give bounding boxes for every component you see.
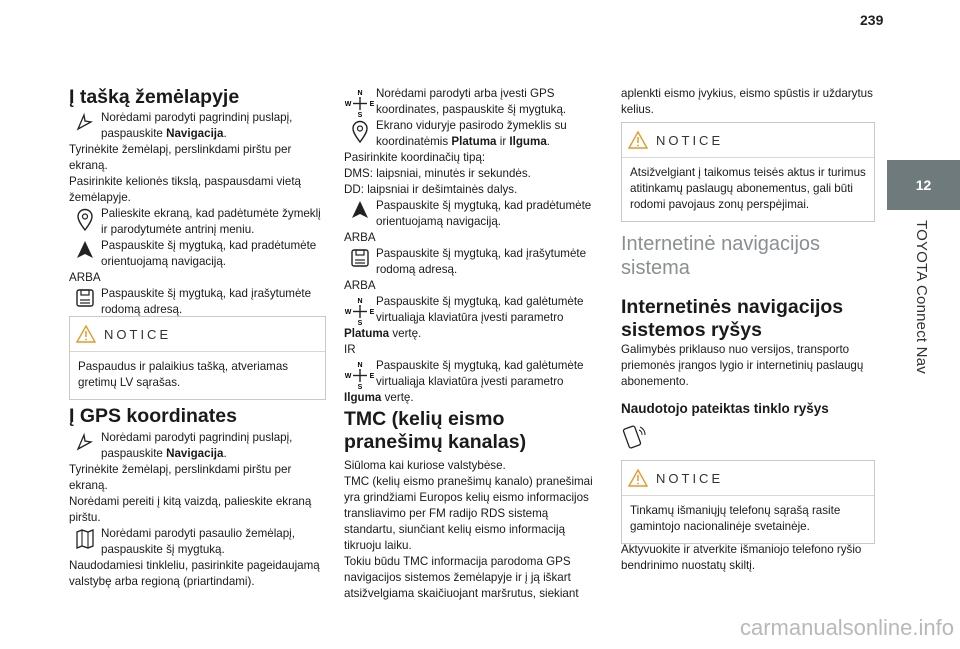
svg-text:S: S — [357, 112, 363, 118]
paragraph: Tyrinėkite žemėlapį, perslinkdami pirštu per ekraną. — [69, 143, 292, 172]
section-heading-gps: Į GPS koordinates — [69, 405, 237, 427]
notice-title: NOTICE — [656, 470, 724, 486]
notice-box-danger-zones — [621, 122, 875, 222]
instruction-gps-coordinates: N S W E Norėdami parodyti arba įvesti GPS koordinates, paspauskite šį mygtuką. — [345, 87, 567, 118]
chapter-tab[interactable]: 12 — [887, 160, 960, 210]
compass-icon — [344, 86, 376, 120]
instruction-start-guidance: Paspauskite šį mygtuką, kad pradėtumėte orientuojamą navigaciją. — [344, 198, 600, 232]
paragraph: DD: laipsniai ir dešimtainės dalys. — [344, 183, 518, 196]
section-heading-tmc: TMC (kelių eismo pranešimų kanalas) — [344, 408, 527, 454]
save-icon — [69, 286, 101, 320]
navigation-icon — [69, 430, 101, 464]
page-number: 239 — [860, 12, 884, 28]
location-pin-icon — [344, 118, 376, 152]
svg-text:S: S — [357, 320, 363, 326]
instruction-marker-coordinates: Ekrano viduryje pasirodo žymeklis su koordinatėmis Platuma ir Ilguma. — [344, 118, 600, 152]
chapter-section-title: Internetinė navigacijos sistema — [621, 233, 821, 279]
svg-text:N: N — [357, 362, 363, 369]
paragraph: TMC (kelių eismo pranešimų kanalo) pranešimai yra grindžiami Europos kelių eismo informacijos transliavimo per FM radijo RDS sistemą standartu, siunčiant kelių eismo informaciją tikruoju laiku. — [344, 475, 593, 552]
svg-text:W: W — [345, 373, 352, 380]
notice-text: Tinkamų išmaniųjų telefonų sąrašą rasite gamintojo nacionalinėje svetainėje. — [630, 504, 841, 533]
paragraph: Pasirinkite koordinačių tipą: — [344, 151, 486, 164]
compass-icon — [344, 358, 376, 392]
notice-box-compatible-phones — [621, 460, 875, 544]
instruction-navigation-home-2: Norėdami parodyti pagrindinį puslapį, paspauskite Navigacija. — [69, 430, 326, 464]
svg-text:E: E — [369, 373, 375, 380]
or-label: ARBA — [69, 271, 101, 284]
svg-text:E: E — [369, 309, 375, 316]
subheading-user-network: Naudotojo pateiktas tinklo ryšys — [621, 401, 829, 416]
paragraph: Tokiu būdu TMC informacija parodoma GPS navigacijos sistemos žemėlapyje ir į ją iškart atsižvelgiama skaičiuojant maršrutus, siekiant — [344, 555, 579, 600]
svg-text:N: N — [357, 298, 363, 305]
compass-icon — [344, 294, 376, 328]
svg-text:W: W — [345, 101, 352, 108]
smartphone-icon — [621, 424, 877, 450]
start-guidance-icon — [344, 198, 376, 232]
chapter-title: TOYOTA Connect Nav — [913, 220, 930, 374]
svg-text:S: S — [357, 384, 363, 390]
instruction-latitude: N S W E Paspauskite šį mygtuką, kad galėtumėte virtualiąja klaviatūra įvesti parametro — [345, 295, 584, 326]
save-icon — [344, 246, 376, 280]
start-guidance-icon — [69, 238, 101, 272]
navigation-icon — [69, 110, 101, 144]
paragraph: Naudodamiesi tinkleliu, pasirinkite pageidaujamą valstybę arba regioną (priartindami). — [69, 559, 320, 588]
notice-title: NOTICE — [656, 132, 724, 148]
notice-text: Atsižvelgiant į taikomus teisės aktus ir turimus atitinkamų paslaugų abonementus, gali būti rodomi pavojaus zonų perspėjimai. — [630, 166, 866, 211]
warning-icon — [628, 469, 648, 487]
instruction-place-marker: Palieskite ekraną, kad padėtumėte žymeklį ir parodytumėte antrinį meniu. — [69, 206, 326, 240]
instruction-longitude: N S W E Paspauskite šį mygtuką, kad galėtumėte virtualiąja klaviatūra įvesti parametro — [345, 359, 584, 390]
instruction-world-map: Norėdami parodyti pasaulio žemėlapį, paspauskite šį mygtuką. — [69, 526, 326, 560]
location-pin-icon — [69, 206, 101, 240]
section-heading-map-point: Į tašką žemėlapyje — [69, 86, 240, 108]
world-map-icon — [69, 526, 101, 560]
and-label: IR — [344, 343, 356, 356]
or-label: ARBA — [344, 231, 376, 244]
paragraph: Aktyvuokite ir atverkite išmaniojo telefono ryšio bendrinimo nuostatų skiltį. — [621, 543, 862, 572]
instruction-start-guidance: Paspauskite šį mygtuką, kad pradėtumėte orientuojamą navigaciją. — [69, 238, 326, 272]
chapter-sidebar — [887, 0, 960, 649]
notice-title: NOTICE — [104, 326, 172, 342]
svg-text:W: W — [345, 309, 352, 316]
paragraph: Tyrinėkite žemėlapį, perslinkdami pirštu per ekraną. — [69, 463, 292, 492]
watermark: carmanualsonline.info — [739, 615, 954, 640]
svg-text:N: N — [357, 90, 363, 97]
paragraph: Norėdami pereiti į kitą vaizdą, palieskite ekraną pirštu. — [69, 495, 312, 524]
paragraph: DMS: laipsniai, minutės ir sekundės. — [344, 167, 531, 180]
instruction-save-address: Paspauskite šį mygtuką, kad įrašytumėte rodomą adresą. — [69, 286, 326, 320]
instruction-navigation-home: Norėdami parodyti pagrindinį puslapį, paspauskite Navigacija. — [69, 110, 326, 144]
paragraph: aplenkti eismo įvykius, eismo spūstis ir uždarytus kelius. — [621, 87, 873, 116]
paragraph: Siūloma kai kuriose valstybėse. — [344, 459, 506, 472]
or-label: ARBA — [344, 279, 376, 292]
warning-icon — [628, 131, 648, 149]
paragraph: Galimybės priklauso nuo versijos, transporto priemonės įrangos lygio ir internetinių paslaugų abonemento. — [621, 343, 864, 388]
notice-text: Paspaudus ir palaikius tašką, atveriamas gretimų LV sąrašas. — [78, 360, 289, 389]
svg-text:E: E — [369, 101, 375, 108]
instruction-save-address: Paspauskite šį mygtuką, kad įrašytumėte rodomą adresą. — [344, 246, 600, 280]
notice-box-nearby-poi — [69, 316, 326, 400]
paragraph: Pasirinkite kelionės tikslą, paspausdami vietą žemėlapyje. — [69, 175, 301, 204]
section-heading-online-nav: Internetinės navigacijos sistemos ryšys — [621, 296, 844, 342]
warning-icon — [76, 325, 96, 343]
